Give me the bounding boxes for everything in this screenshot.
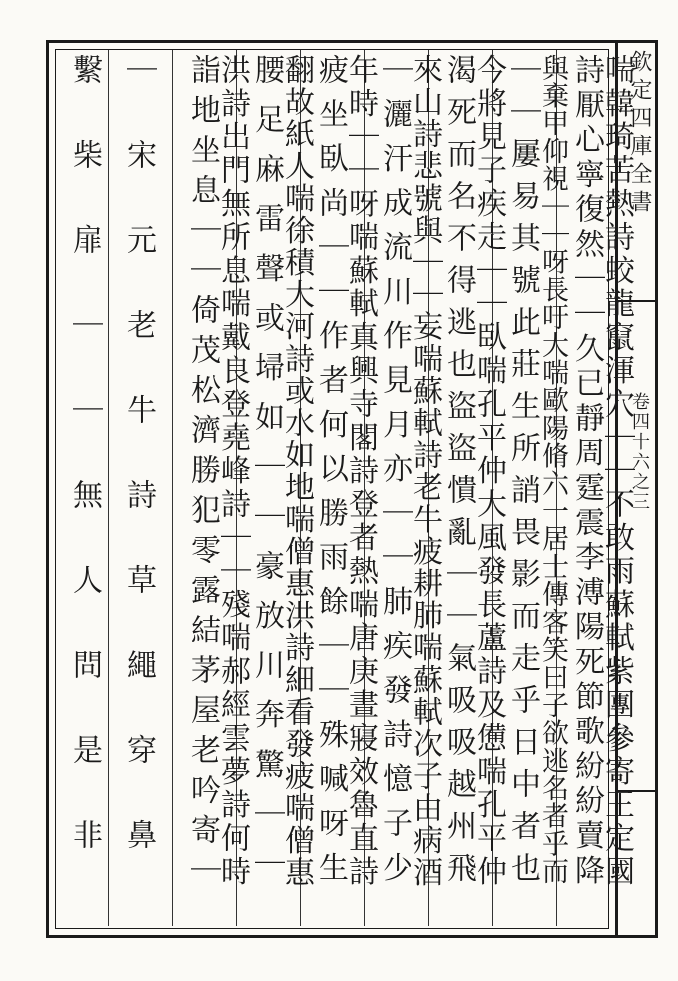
margin-book-title: 欽定四庫全書 <box>627 50 652 218</box>
text-column-13: 洪詩出門無所息喘戴良登堯峰詩｜｜殘喘郝經雲夢詩何時 <box>215 54 250 889</box>
text-column-4: ｜｜屢易其號此莊生所誚畏影而走乎日中者也 <box>505 54 540 894</box>
text-column-7: 來山詩悲號與｜｜妄喘蘇軾詩老牛疲耕肺喘蘇軾次子由病酒 <box>407 54 442 889</box>
margin-volume-label: 卷四十六之三 <box>629 392 650 512</box>
text-column-8: ｜灑汗成流川作見月亦｜｜肺疾發詩憶子少 <box>377 54 412 896</box>
text-column-5: 今將見子疾走｜｜臥喘孔平仲大風發長蘆詩及憊喘孔平仲 <box>471 54 506 889</box>
text-column-11: 翻故紙人喘徐積大河詩或水如地喘僧惠洪詩細看發疲喘僧惠 <box>279 54 314 889</box>
text-column-1: 喘韓琦苦熱詩蛟龍竄渾穴｜｜不敢雨蘇軾紫團參寄王定國 <box>599 54 634 889</box>
text-column-3: 與棄甲仰視｜｜呀長吁大喘歐陽脩六一居士傳客笑曰子欲逃名者乎而 <box>537 54 568 885</box>
text-column-2: 詩厭心寧復然｜｜久已靜周霆震李溥陽死節歌紛紛賣降 <box>569 54 604 890</box>
text-column-14: 詣地坐息｜｜倚茂松濟勝犯零露結茅屋老吟寄｜ <box>185 54 220 894</box>
text-column-15: ｜宋元老牛詩草繩穿鼻 <box>121 54 156 904</box>
text-column-9: 年時｜｜呀喘蘇軾真興寺閣詩登者熱喘唐庚晝寢效魯直詩 <box>343 54 378 889</box>
column-rule <box>172 50 173 926</box>
text-column-10: 疲坐臥尚｜｜作者何以勝雨餘｜｜殊喊呀生 <box>313 54 348 896</box>
text-column-16: 繫柴扉｜｜無人問是非 <box>67 54 102 904</box>
text-column-6: 渴死而名不得逃也盜盜憒亂｜｜氣吸吸越州飛 <box>441 54 476 894</box>
text-column-12: 腰足麻雷聲或埽如｜｜豪放川奔驚｜｜ <box>249 54 284 898</box>
